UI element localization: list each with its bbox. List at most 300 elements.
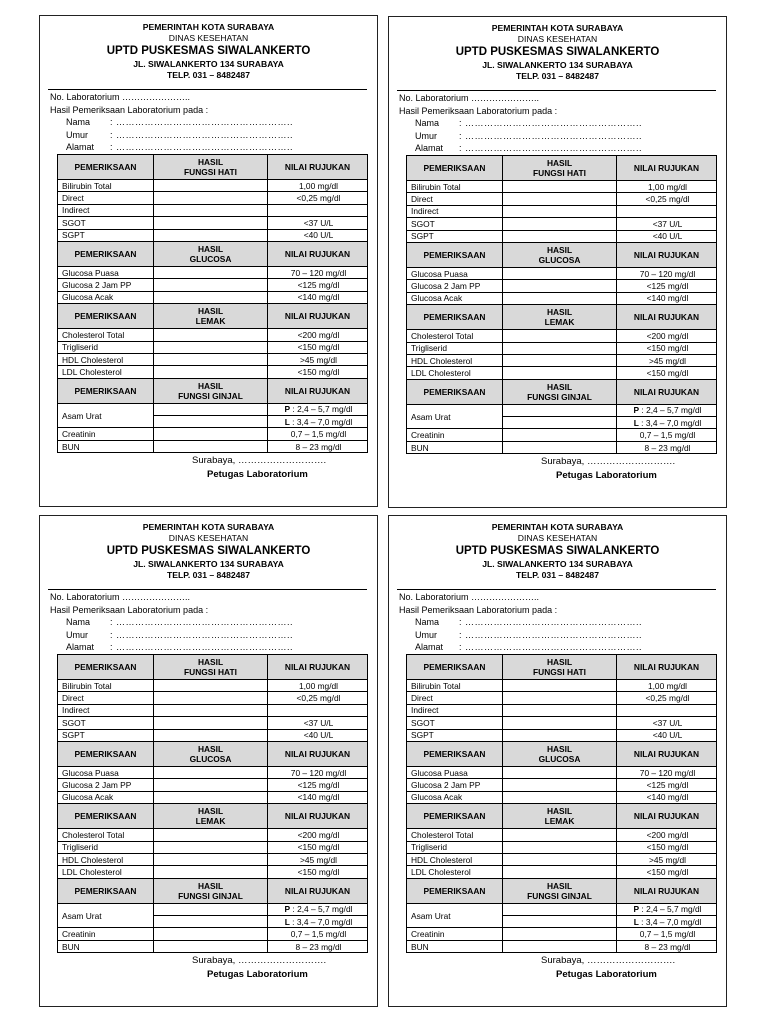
col-pemeriksaan-header: PEMERIKSAAN: [58, 241, 154, 266]
result-cell[interactable]: [503, 940, 617, 952]
result-cell[interactable]: [503, 429, 617, 441]
result-cell[interactable]: [154, 940, 268, 952]
age-field: [50, 129, 293, 142]
reference-value: <40 U/L: [268, 229, 368, 241]
hasil-label: HASIL: [197, 157, 224, 167]
table-row: [58, 204, 368, 216]
reference-value: [617, 704, 717, 716]
table-row: [58, 704, 368, 716]
age-blank: : ………………………………………………..: [459, 629, 643, 640]
table-row: [407, 292, 717, 304]
result-cell[interactable]: [154, 366, 268, 378]
place-date: Surabaya, ……………………….: [541, 955, 676, 966]
result-cell[interactable]: [503, 829, 617, 841]
exam-date-field: Hasil Pemeriksaan Laboratorium pada :: [50, 604, 209, 615]
col-hasil-header: [154, 304, 268, 329]
result-cell[interactable]: [503, 779, 617, 791]
col-nilai-header: NILAI RUJUKAN: [617, 156, 717, 181]
reference-p-key: P: [633, 405, 640, 416]
header-institution: UPTD PUSKESMAS SIWALANKERTO: [106, 545, 311, 558]
col-nilai-header: NILAI RUJUKAN: [617, 804, 717, 829]
age-field: [399, 629, 642, 642]
hasil-label: HASIL: [546, 880, 573, 891]
result-cell[interactable]: [503, 354, 617, 366]
test-name: Indirect: [407, 704, 503, 716]
section-title: FUNGSI GINJAL: [178, 890, 243, 901]
table-row: [58, 279, 368, 291]
section-header-row: [58, 878, 368, 903]
result-cell[interactable]: [503, 717, 617, 729]
reference-value: <140 mg/dl: [617, 292, 717, 304]
header-government: PEMERINTAH KOTA SURABAYA: [142, 522, 275, 532]
test-name: Trigliserid: [58, 841, 154, 853]
section-header-row: [407, 878, 717, 903]
table-row: [58, 329, 368, 341]
result-cell[interactable]: [154, 266, 268, 278]
table-row: [58, 829, 368, 841]
name-blank: : ………………………………………………..: [110, 117, 294, 127]
test-name: Bilirubin Total: [58, 180, 154, 192]
col-nilai-header: NILAI RUJUKAN: [617, 878, 717, 903]
name-field: [50, 116, 293, 129]
age-blank: : ………………………………………………..: [110, 129, 294, 140]
reference-value: <150 mg/dl: [617, 866, 717, 878]
test-name: Glucosa 2 Jam PP: [58, 779, 154, 791]
reference-value-male-female: [617, 903, 717, 915]
result-cell[interactable]: [503, 928, 617, 940]
section-title: LEMAK: [195, 316, 226, 327]
reference-value: <150 mg/dl: [617, 841, 717, 853]
reference-l-key: L: [284, 916, 290, 927]
reference-p-key: P: [284, 404, 291, 415]
address-label: Alamat: [415, 642, 444, 652]
reference-value: <40 U/L: [617, 729, 717, 741]
table-row: [407, 779, 717, 791]
result-cell[interactable]: [154, 729, 268, 741]
test-name: Asam Urat: [58, 903, 154, 928]
section-title: GLUCOSA: [538, 254, 581, 265]
name-field: [50, 616, 293, 629]
result-cell[interactable]: [503, 280, 617, 292]
result-cell[interactable]: [503, 680, 617, 692]
test-name: Creatinin: [407, 429, 503, 441]
result-cell[interactable]: [503, 704, 617, 716]
col-pemeriksaan-header: PEMERIKSAAN: [58, 804, 154, 829]
result-cell[interactable]: [503, 181, 617, 193]
col-pemeriksaan-header: PEMERIKSAAN: [58, 155, 154, 180]
test-name: Bilirubin Total: [407, 680, 503, 692]
hasil-label: HASIL: [197, 743, 224, 754]
reference-value: >45 mg/dl: [268, 353, 368, 365]
test-name: Direct: [407, 692, 503, 704]
col-hasil-header: [503, 242, 617, 267]
reference-value: [268, 704, 368, 716]
result-cell[interactable]: [154, 428, 268, 440]
col-pemeriksaan-header: PEMERIKSAAN: [407, 305, 503, 330]
test-name: Cholesterol Total: [407, 829, 503, 841]
col-hasil-header: [503, 878, 617, 903]
reference-p-key: P: [284, 904, 291, 915]
table-row: [407, 441, 717, 453]
header-institution: UPTD PUSKESMAS SIWALANKERTO: [455, 46, 660, 59]
table-row: [58, 192, 368, 204]
results-body: [407, 156, 717, 454]
result-cell[interactable]: [154, 180, 268, 192]
result-cell[interactable]: [154, 291, 268, 303]
result-cell[interactable]: [154, 217, 268, 229]
result-cell[interactable]: [154, 928, 268, 940]
result-cell[interactable]: [154, 779, 268, 791]
test-name: Glucosa Puasa: [407, 766, 503, 778]
col-hasil-header: [503, 655, 617, 680]
reference-value: <200 mg/dl: [268, 329, 368, 341]
address-label: Alamat: [415, 143, 444, 153]
result-cell[interactable]: [503, 841, 617, 853]
lab-number-field: No. Laboratorium …………………..: [50, 92, 191, 102]
table-row: [58, 180, 368, 192]
reference-value: <0,25 mg/dl: [268, 692, 368, 704]
result-cell[interactable]: [503, 766, 617, 778]
reference-value: <37 U/L: [617, 717, 717, 729]
result-cell[interactable]: [503, 916, 617, 928]
place-date: Surabaya, ……………………….: [192, 955, 327, 966]
reference-value: 70 – 120 mg/dl: [268, 766, 368, 778]
reference-value-male-female: [268, 403, 368, 415]
header-department: DINAS KESEHATAN: [168, 32, 249, 43]
reference-value: 8 – 23 mg/dl: [617, 940, 717, 952]
test-name: Glucosa 2 Jam PP: [58, 279, 154, 291]
patient-info: [399, 92, 642, 155]
result-cell[interactable]: [503, 342, 617, 354]
table-row: [407, 692, 717, 704]
reference-value: 70 – 120 mg/dl: [617, 766, 717, 778]
section-header-row: [58, 655, 368, 680]
result-cell[interactable]: [503, 193, 617, 205]
reference-value: 0,7 – 1,5 mg/dl: [617, 928, 717, 940]
reference-value: 1,00 mg/dl: [268, 180, 368, 192]
col-pemeriksaan-header: PEMERIKSAAN: [407, 655, 503, 680]
table-row: [407, 717, 717, 729]
result-cell[interactable]: [154, 341, 268, 353]
reference-value: 1,00 mg/dl: [617, 680, 717, 692]
table-row: [407, 354, 717, 366]
reference-value: 1,00 mg/dl: [617, 181, 717, 193]
result-cell[interactable]: [503, 729, 617, 741]
section-header-row: [58, 804, 368, 829]
col-pemeriksaan-header: PEMERIKSAAN: [407, 242, 503, 267]
result-cell[interactable]: [154, 192, 268, 204]
address-blank: : ………………………………………………..: [110, 642, 294, 652]
table-row: [58, 853, 368, 865]
result-cell[interactable]: [503, 218, 617, 230]
col-pemeriksaan-header: PEMERIKSAAN: [58, 741, 154, 766]
test-name: HDL Cholesterol: [407, 354, 503, 366]
table-row: [58, 779, 368, 791]
test-name: Direct: [58, 692, 154, 704]
header-phone: TELP. 031 – 8482487: [167, 69, 250, 80]
test-name: HDL Cholesterol: [407, 853, 503, 865]
table-row: [407, 829, 717, 841]
table-row: [407, 903, 717, 915]
results-table: [406, 155, 717, 454]
result-cell[interactable]: [154, 329, 268, 341]
reference-value: 70 – 120 mg/dl: [268, 266, 368, 278]
test-name: Creatinin: [58, 928, 154, 940]
test-name: BUN: [58, 940, 154, 952]
table-row: [58, 680, 368, 692]
test-name: Cholesterol Total: [58, 329, 154, 341]
lab-form-card: [388, 16, 727, 508]
hasil-label: HASIL: [546, 381, 573, 392]
reference-value: 0,7 – 1,5 mg/dl: [617, 429, 717, 441]
table-row: [407, 193, 717, 205]
section-title: FUNGSI HATI: [533, 667, 586, 677]
result-cell[interactable]: [503, 230, 617, 242]
test-name: Glucosa Puasa: [407, 267, 503, 279]
lab-form-card: [39, 515, 378, 1007]
section-header-row: [407, 655, 717, 680]
test-name: Glucosa 2 Jam PP: [407, 779, 503, 791]
hasil-label: HASIL: [197, 806, 224, 817]
results-body: [407, 655, 717, 953]
table-row: [58, 692, 368, 704]
table-row: [58, 717, 368, 729]
reference-p-value: : 2,4 – 5,7 mg/dl: [639, 904, 702, 915]
result-cell[interactable]: [154, 829, 268, 841]
reference-value: <37 U/L: [268, 217, 368, 229]
place-date: Surabaya, ……………………….: [192, 455, 327, 466]
col-nilai-header: NILAI RUJUKAN: [617, 305, 717, 330]
test-name: SGOT: [58, 717, 154, 729]
reference-l-value: : 3,4 – 7,0 mg/dl: [289, 916, 353, 927]
table-row: [58, 353, 368, 365]
result-cell[interactable]: [503, 205, 617, 217]
test-name: Trigliserid: [407, 841, 503, 853]
result-cell[interactable]: [503, 267, 617, 279]
address-blank: : ………………………………………………..: [459, 642, 643, 652]
age-label: Umur: [415, 130, 437, 141]
result-cell[interactable]: [154, 229, 268, 241]
reference-value: <140 mg/dl: [268, 291, 368, 303]
test-name: Glucosa Acak: [407, 292, 503, 304]
header-institution: UPTD PUSKESMAS SIWALANKERTO: [106, 45, 311, 58]
table-row: [407, 680, 717, 692]
result-cell[interactable]: [503, 903, 617, 915]
result-cell[interactable]: [503, 417, 617, 429]
result-cell[interactable]: [154, 279, 268, 291]
result-cell[interactable]: [503, 330, 617, 342]
name-field: [399, 117, 642, 130]
signer-title: Petugas Laboratorium: [556, 470, 657, 481]
result-cell[interactable]: [503, 866, 617, 878]
table-row: [58, 341, 368, 353]
section-header-row: [407, 156, 717, 181]
reference-value: <150 mg/dl: [268, 866, 368, 878]
reference-value: <125 mg/dl: [617, 280, 717, 292]
results-table: [57, 654, 368, 953]
hasil-label: HASIL: [546, 743, 573, 754]
result-cell[interactable]: [503, 791, 617, 803]
test-name: Asam Urat: [407, 903, 503, 928]
reference-value: <0,25 mg/dl: [268, 192, 368, 204]
header-phone: TELP. 031 – 8482487: [516, 70, 599, 81]
col-nilai-header: NILAI RUJUKAN: [268, 655, 368, 680]
col-nilai-header: NILAI RUJUKAN: [617, 655, 717, 680]
reference-value: <40 U/L: [268, 729, 368, 741]
section-header-row: [407, 804, 717, 829]
table-row: [58, 729, 368, 741]
name-blank: : ………………………………………………..: [110, 617, 294, 627]
reference-value: <125 mg/dl: [268, 279, 368, 291]
signer-title: Petugas Laboratorium: [207, 969, 308, 980]
col-pemeriksaan-header: PEMERIKSAAN: [58, 878, 154, 903]
result-cell[interactable]: [154, 717, 268, 729]
col-hasil-header: [154, 741, 268, 766]
result-cell[interactable]: [154, 692, 268, 704]
header-government: PEMERINTAH KOTA SURABAYA: [142, 22, 275, 32]
table-row: [407, 280, 717, 292]
reference-value: <150 mg/dl: [617, 367, 717, 379]
result-cell[interactable]: [154, 403, 268, 415]
result-cell[interactable]: [154, 791, 268, 803]
table-row: [407, 181, 717, 193]
table-row: [58, 940, 368, 952]
test-name: SGPT: [58, 729, 154, 741]
age-field: [50, 629, 293, 642]
table-row: [58, 866, 368, 878]
result-cell[interactable]: [503, 367, 617, 379]
reference-value: <150 mg/dl: [268, 841, 368, 853]
result-cell[interactable]: [154, 841, 268, 853]
signature-block: [40, 454, 377, 482]
result-cell[interactable]: [154, 204, 268, 216]
header-divider: [48, 589, 367, 590]
exam-date-field: Hasil Pemeriksaan Laboratorium pada :: [399, 105, 558, 116]
col-hasil-header: [154, 804, 268, 829]
col-hasil-header: [154, 655, 268, 680]
result-cell[interactable]: [503, 404, 617, 416]
exam-date-field: Hasil Pemeriksaan Laboratorium pada :: [50, 104, 209, 115]
test-name: Cholesterol Total: [407, 330, 503, 342]
name-label: Nama: [415, 617, 440, 627]
hasil-label: HASIL: [197, 380, 224, 391]
table-row: [58, 403, 368, 415]
table-row: [407, 940, 717, 952]
table-row: [407, 218, 717, 230]
results-table: [57, 154, 368, 453]
section-title: LEMAK: [544, 317, 575, 328]
reference-l-key: L: [633, 916, 639, 927]
name-label: Nama: [415, 118, 440, 128]
reference-l-value: : 3,4 – 7,0 mg/dl: [638, 417, 702, 428]
col-nilai-header: NILAI RUJUKAN: [268, 741, 368, 766]
header-phone: TELP. 031 – 8482487: [516, 569, 599, 580]
table-row: [407, 429, 717, 441]
section-header-row: [58, 741, 368, 766]
hasil-label: HASIL: [546, 158, 573, 168]
lab-form-card: [388, 515, 727, 1007]
signature-block: [389, 455, 726, 483]
table-row: [407, 928, 717, 940]
reference-value-male-female: [617, 417, 717, 429]
reference-value: >45 mg/dl: [617, 354, 717, 366]
name-field: [399, 616, 642, 629]
result-cell[interactable]: [503, 292, 617, 304]
reference-value-male-female: [617, 404, 717, 416]
table-row: [407, 866, 717, 878]
reference-value: <140 mg/dl: [268, 791, 368, 803]
col-hasil-header: [154, 378, 268, 403]
result-cell[interactable]: [503, 441, 617, 453]
table-row: [58, 217, 368, 229]
signer-title: Petugas Laboratorium: [207, 469, 308, 480]
test-name: Cholesterol Total: [58, 829, 154, 841]
hasil-label: HASIL: [546, 307, 573, 318]
reference-value: <37 U/L: [617, 218, 717, 230]
reference-value: <200 mg/dl: [617, 829, 717, 841]
result-cell[interactable]: [503, 692, 617, 704]
result-cell[interactable]: [503, 853, 617, 865]
result-cell[interactable]: [154, 440, 268, 452]
test-name: SGPT: [58, 229, 154, 241]
name-blank: : ………………………………………………..: [459, 617, 643, 627]
result-cell[interactable]: [154, 416, 268, 428]
lab-form-card: [39, 15, 378, 507]
reference-p-value: : 2,4 – 5,7 mg/dl: [639, 405, 702, 416]
result-cell[interactable]: [154, 903, 268, 915]
address-blank: : ………………………………………………..: [110, 142, 294, 152]
result-cell[interactable]: [154, 353, 268, 365]
result-cell[interactable]: [154, 853, 268, 865]
address-blank: : ………………………………………………..: [459, 143, 643, 153]
test-name: Glucosa Puasa: [58, 266, 154, 278]
section-title: GLUCOSA: [189, 253, 232, 264]
test-name: Creatinin: [58, 428, 154, 440]
result-cell[interactable]: [154, 916, 268, 928]
section-title: LEMAK: [195, 816, 226, 827]
test-name: SGPT: [407, 230, 503, 242]
col-nilai-header: NILAI RUJUKAN: [268, 878, 368, 903]
result-cell[interactable]: [154, 680, 268, 692]
signer-title: Petugas Laboratorium: [556, 969, 657, 980]
table-row: [407, 766, 717, 778]
reference-value: >45 mg/dl: [268, 853, 368, 865]
section-title: LEMAK: [544, 816, 575, 827]
lab-number-field: No. Laboratorium …………………..: [399, 592, 540, 602]
col-hasil-header: [154, 241, 268, 266]
reference-value-male-female: [617, 916, 717, 928]
table-row: [407, 404, 717, 416]
result-cell[interactable]: [154, 866, 268, 878]
col-pemeriksaan-header: PEMERIKSAAN: [407, 878, 503, 903]
reference-value: <200 mg/dl: [617, 330, 717, 342]
reference-value: <150 mg/dl: [268, 366, 368, 378]
col-nilai-header: NILAI RUJUKAN: [617, 741, 717, 766]
result-cell[interactable]: [154, 766, 268, 778]
table-row: [407, 205, 717, 217]
header-address: JL. SIWALANKERTO 134 SURABAYA: [133, 58, 284, 69]
exam-date-field: Hasil Pemeriksaan Laboratorium pada :: [399, 604, 558, 615]
table-row: [58, 366, 368, 378]
section-title: FUNGSI HATI: [184, 667, 237, 677]
test-name: Asam Urat: [407, 404, 503, 429]
section-title: GLUCOSA: [189, 753, 232, 764]
section-header-row: [58, 304, 368, 329]
result-cell[interactable]: [154, 704, 268, 716]
reference-p-key: P: [633, 904, 640, 915]
reference-value-male-female: [268, 903, 368, 915]
table-row: [58, 766, 368, 778]
